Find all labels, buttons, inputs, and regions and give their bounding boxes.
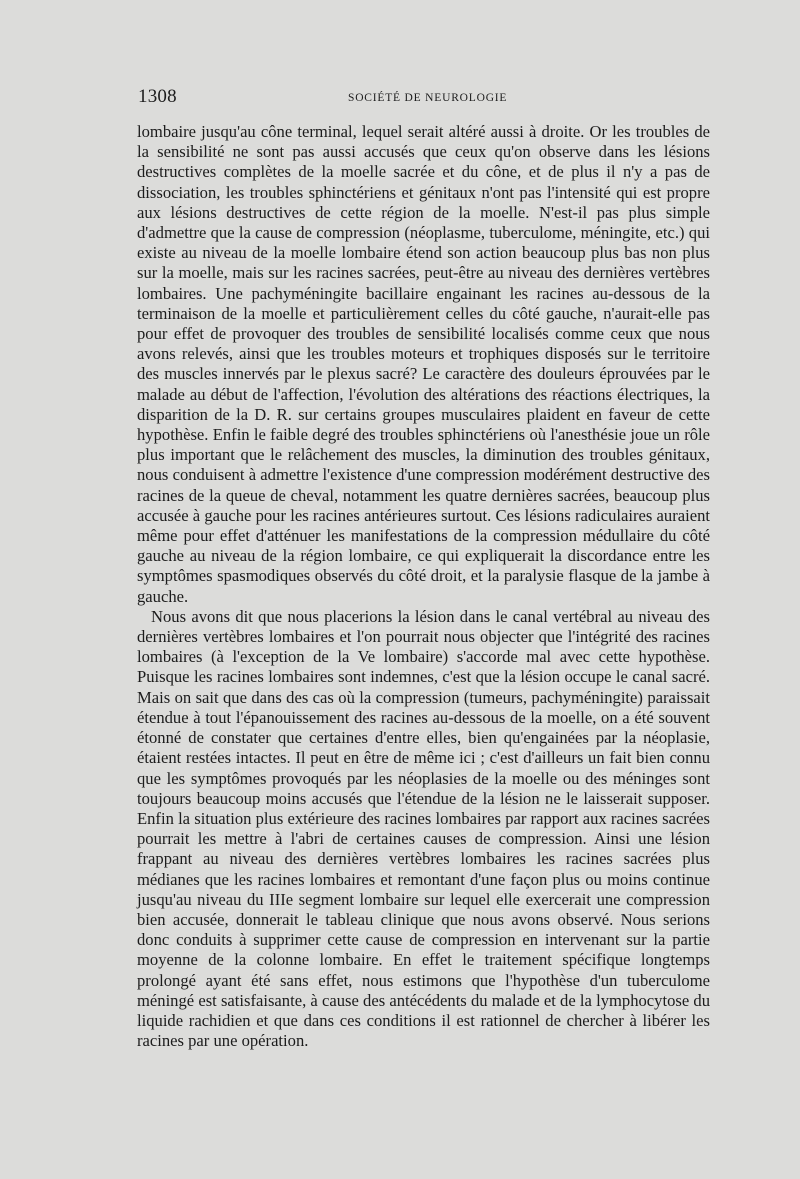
body-text: [137, 122, 710, 1051]
paragraph: lombaire jusqu'au cône terminal, lequel serait altéré aussi à droite. Or les troubles de la sensibilité ne sont pas aussi accusés que ceux qu'on observe dans les lésions destructives complètes de la moelle sacrée et du cône, et de plus il n'y a pas de dissociation, les troubles sphinctériens et génitaux n'ont pas l'intensité qui est propre aux lésions destructives de cette région de la moelle. N'est-il pas plus simple d'admettre que la cause de compression (néoplasme, tuberculome, méningite, etc.) qui existe au niveau de la moelle lombaire étend son action beaucoup plus bas non plus sur la moelle, mais sur les racines sacrées, peut-être au niveau des dernières vertèbres lombaires. Une pachyméningite bacillaire engainant les racines au-dessous de la terminaison de la moelle et particulièrement celles du côté gauche, n'aurait-elle pas pour effet de provoquer des troubles de sensibilité localisés comme ceux que nous avons relevés, ainsi que les troubles moteurs et trophiques disposés sur le territoire des muscles innervés par le plexus sacré? Le caractère des douleurs éprouvées par le malade au début de l'affection, l'évolution des altérations des réactions électriques, la disparition de la D. R. sur certains groupes musculaires plaident en faveur de cette hypothèse. Enfin le faible degré des troubles sphinctériens où l'anesthésie joue un rôle plus important que le relâchement des muscles, la diminution des troubles génitaux, nous conduisent à admettre l'existence d'une compression modérément destructive des racines de la queue de cheval, notamment les quatre dernières sacrées, beaucoup plus accusée à gauche pour les racines antérieures surtout. Ces lésions radiculaires auraient même pour effet d'atténuer les manifestations de la compression médullaire du côté gauche au niveau de la région lombaire, ce qui expliquerait la discordance entre les symptômes spasmodiques observés du côté droit, et la paralysie flasque de la jambe à gauche.: [137, 122, 710, 606]
paragraph: Nous avons dit que nous placerions la lésion dans le canal vertébral au niveau des dernières vertèbres lombaires et l'on pourrait nous objecter que l'intégrité des racines lombaires (à l'exception de la Ve lombaire) s'accorde mal avec cette hypothèse. Puisque les racines lombaires sont indemnes, c'est que la lésion occupe le canal sacré. Mais on sait que dans des cas où la compression (tumeurs, pachyméningite) paraissait étendue à tout l'épanouissement des racines au-dessous de la moelle, on a été souvent étonné de constater que certaines d'entre elles, bien qu'engainées par la néoplasie, étaient restées intactes. Il peut en être de même ici ; c'est d'ailleurs un fait bien connu que les symptômes provoqués par les néoplasies de la moelle ou des méninges sont toujours beaucoup moins accusés que l'étendue de la lésion ne le laisserait supposer. Enfin la situation plus extérieure des racines lombaires par rapport aux racines sacrées pourrait les mettre à l'abri de certaines causes de compression. Ainsi une lésion frappant au niveau des dernières vertèbres lombaires les racines sacrées plus médianes que les racines lombaires et remontant d'une façon plus ou moins continue jusqu'au niveau du IIIe segment lombaire sur lequel elle exercerait une compression bien accusée, donnerait le tableau clinique que nous avons observé. Nous serions donc conduits à supprimer cette cause de compression en intervenant sur la partie moyenne de la colonne lombaire. En effet le traitement spécifique longtemps prolongé ayant été sans effet, nous estimons que l'hypothèse d'un tuberculome méningé est satisfaisante, à cause des antécédents du malade et de la lymphocytose du liquide rachidien et que dans ces conditions il est rationnel de chercher à libérer les racines par une opération.: [137, 606, 710, 1051]
running-head: [138, 86, 718, 110]
page-number: 1308: [138, 86, 177, 107]
journal-title: SOCIÉTÉ DE NEUROLOGIE: [348, 92, 508, 104]
